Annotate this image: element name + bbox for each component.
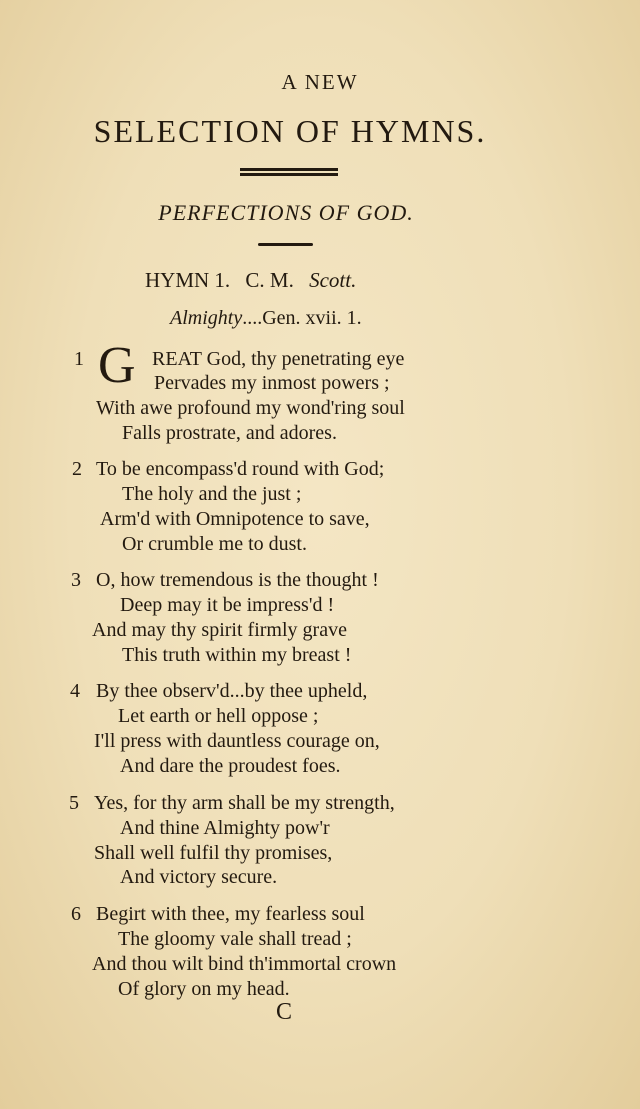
verse-line: REAT God, thy penetrating eye xyxy=(152,348,405,370)
hymn-subject xyxy=(170,307,362,330)
verse-line: And dare the proudest foes. xyxy=(120,755,341,777)
verse-line: This truth within my breast ! xyxy=(122,644,352,666)
verse-number: 6 xyxy=(71,903,81,925)
verse-number: 2 xyxy=(72,458,82,480)
verse-line: With awe profound my wond'ring soul xyxy=(96,397,405,419)
double-rule-divider xyxy=(240,168,338,178)
verse-line: Begirt with thee, my fearless soul xyxy=(96,903,365,925)
signature-mark: C xyxy=(276,999,293,1025)
verse-line: I'll press with dauntless courage on, xyxy=(94,730,380,752)
verse-line: Arm'd with Omnipotence to save, xyxy=(100,508,370,530)
verse-line: Shall well fulfil thy promises, xyxy=(94,842,333,864)
short-rule-divider xyxy=(258,243,313,246)
scripture-reference: ....Gen. xvii. 1. xyxy=(242,307,362,329)
verse-line: To be encompass'd round with God; xyxy=(96,458,385,480)
verse-line: Deep may it be impress'd ! xyxy=(120,594,335,616)
verse-line: And may thy spirit firmly grave xyxy=(92,619,347,641)
verse-number: 4 xyxy=(70,680,80,702)
verse-line: And victory secure. xyxy=(120,866,278,888)
verse-number: 1 xyxy=(74,348,84,370)
verse-line: Pervades my inmost powers ; xyxy=(154,372,390,394)
verse-line: Of glory on my head. xyxy=(118,978,290,1000)
verse-line: The holy and the just ; xyxy=(122,483,302,505)
verse-number: 5 xyxy=(69,792,79,814)
hymn-meter: C. M. xyxy=(245,268,294,292)
subject-word: Almighty xyxy=(170,307,243,329)
pre-title: A NEW xyxy=(281,70,359,94)
drop-cap: G xyxy=(98,337,136,394)
hymn-number: HYMN 1. xyxy=(145,268,231,292)
verse-line: Falls prostrate, and adores. xyxy=(122,422,337,444)
verse-line: By thee observ'd...by thee upheld, xyxy=(96,680,368,702)
page-title: SELECTION OF HYMNS. xyxy=(93,113,487,149)
verse-line: Yes, for thy arm shall be my strength, xyxy=(94,792,395,814)
verse-line: Let earth or hell oppose ; xyxy=(118,705,319,727)
verse-line: And thine Almighty pow'r xyxy=(120,817,330,839)
verse-line: The gloomy vale shall tread ; xyxy=(118,928,352,950)
hymn-author: Scott. xyxy=(309,268,357,292)
verse-number: 3 xyxy=(71,569,81,591)
section-heading: PERFECTIONS OF GOD. xyxy=(158,200,414,225)
hymn-heading xyxy=(145,268,356,293)
verse-line: Or crumble me to dust. xyxy=(122,533,307,555)
verse-line: And thou wilt bind th'immortal crown xyxy=(92,953,397,975)
verse-line: O, how tremendous is the thought ! xyxy=(96,569,379,591)
